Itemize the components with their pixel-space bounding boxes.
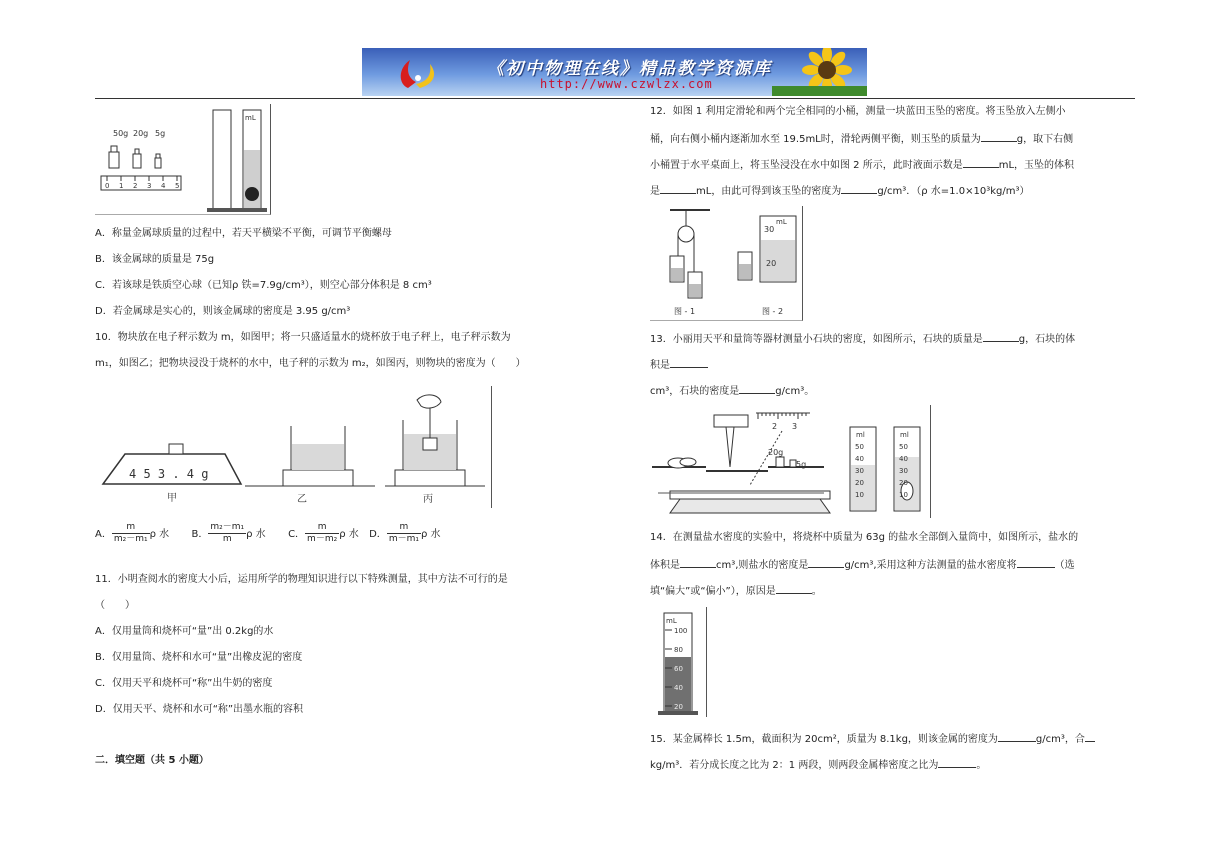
q15-blank-density[interactable]	[998, 731, 1036, 742]
q13-line1: 13．小丽用天平和量筒等器材测量小石块的密度，如图所示，石块的质量是 g，石块的体	[650, 331, 1075, 347]
q11-option-c: C．仅用天平和烧杯可“称”出牛奶的密度	[95, 678, 273, 689]
fig13-weight-5g: 5g	[796, 460, 807, 469]
weight-label-50g: 50g	[113, 129, 129, 138]
ruler-label: 4	[161, 182, 166, 190]
q10-option-c: C． $\frac{m}{\text{m－m₂}}$ ρ 水	[288, 522, 359, 544]
q10-option-d: D． $\frac{m}{\text{m－m₁}}$ ρ 水	[369, 522, 441, 544]
q12-line2: 桶，向右侧小桶内逐渐加水至 19.5mL时，滑轮两侧平衡，则玉坠的质量为 g，取下右侧	[650, 131, 1073, 147]
fig10-label-jia: 甲	[167, 493, 177, 504]
ruler-label: 2	[133, 182, 138, 190]
fig10-label-yi: 乙	[297, 494, 307, 505]
fig12-label-1: 图 - 1	[674, 307, 696, 316]
q14-line1: 14．在测量盐水密度的实验中，将烧杯中质量为 63g 的盐水全部倒入量筒中，如图所示，盐水的	[650, 532, 1079, 543]
figure-q12	[650, 206, 803, 321]
cyl2-tick: 40	[899, 455, 908, 463]
header-rule	[95, 98, 1135, 99]
q13-blank-mass[interactable]	[983, 331, 1019, 342]
q15-line1: 15．某金属棒长 1.5m，截面积为 20cm²，质量为 8.1kg，则该金属的密度为 g/cm³，合	[650, 731, 1095, 747]
fig14-tick: 60	[674, 665, 683, 673]
banner-title: 《初中物理在线》精品教学资源库	[487, 59, 772, 79]
q10-text-line1: 10．物块放在电子秤示数为 m，如图甲；将一只盛适量水的烧杯放于电子秤上，电子秤示数为	[95, 332, 511, 343]
q13-line2: 积是	[650, 357, 708, 373]
q10-option-b: B． $\frac{\text{m₂－m₁}}{m}$ ρ 水	[191, 522, 266, 544]
ruler-label: 5	[175, 182, 180, 190]
q9-option-c: C．若该球是铁质空心球（已知ρ 铁=7.9g/cm³），则空心部分体积是 8 cm³	[95, 280, 432, 291]
cyl2-tick: 50	[899, 443, 908, 451]
fig14-tick: 40	[674, 684, 683, 692]
fig12-tick-30: 30	[764, 225, 775, 234]
fig14-tick: 100	[674, 627, 688, 635]
q12-blank-level[interactable]	[963, 157, 999, 168]
section-heading-fill-in: 二．填空题（共 5 小题）	[95, 755, 209, 766]
fig10-label-bing: 丙	[423, 494, 433, 505]
fig14-tick: 80	[674, 646, 683, 654]
q14-line3: 填“偏大”或“偏小”），原因是 。	[650, 583, 822, 599]
weight-label-5g: 5g	[155, 129, 166, 138]
figure-q10	[95, 386, 492, 508]
cyl2-tick: 20	[899, 479, 908, 487]
q12-blank-volume[interactable]	[660, 183, 696, 194]
fig14-unit: mL	[666, 617, 677, 625]
banner-url[interactable]: http://www.czwlzx.com	[540, 77, 713, 91]
figure-q14	[650, 607, 707, 717]
figure-q9	[95, 104, 271, 215]
scale-readout-jia: 4 5 3 . 4 g	[129, 467, 209, 481]
fig13-ruler-2: 2	[772, 422, 778, 431]
q11-text-line1: 11．小明查阅水的密度大小后，运用所学的物理知识进行以下特殊测量，其中方法不可行的是	[95, 574, 508, 585]
q11-option-b: B．仅用量筒、烧杯和水可“量”出橡皮泥的密度	[95, 652, 303, 663]
q12-blank-mass[interactable]	[981, 131, 1017, 142]
fig13-ruler-3: 3	[792, 422, 798, 431]
q11-text-line2: （ ）	[95, 600, 135, 611]
q15-blank-unit[interactable]	[1085, 731, 1095, 742]
figure-q13	[650, 405, 931, 518]
q11-option-a: A．仅用量筒和烧杯可“量”出 0.2kg的水	[95, 626, 274, 637]
ruler-label: 1	[119, 182, 124, 190]
fig12-label-2: 图 - 2	[762, 307, 784, 316]
q14-line2: 体积是 cm³,则盐水的密度是 g/cm³,采用这种方法测量的盐水密度将 （选	[650, 557, 1075, 573]
q12-line3: 小桶置于水平桌面上，将玉坠浸没在水中如图 2 所示，此时液面示数是 mL，玉坠的体积	[650, 157, 1074, 173]
q13-blank-volume[interactable]	[670, 357, 708, 368]
q14-blank-volume[interactable]	[680, 557, 716, 568]
q14-blank-bias[interactable]	[1017, 557, 1055, 568]
cyl1-tick: 10	[855, 491, 864, 499]
q14-blank-reason[interactable]	[776, 583, 812, 594]
cylinder-unit: mL	[245, 114, 256, 122]
q10-text-line2: m₁，如图乙；把物块浸没于烧杯的水中，电子秤的示数为 m₂，如图丙，则物块的密度为（ ）	[95, 358, 526, 369]
fig13-weight-20g: 20g	[768, 448, 784, 457]
q10-options	[95, 522, 441, 547]
cyl2-unit: ml	[900, 431, 909, 439]
logo-icon	[390, 54, 450, 92]
fig12-tick-20: 20	[766, 259, 777, 268]
q11-option-d: D．仅用天平、烧杯和水可“称”出墨水瓶的容积	[95, 704, 304, 715]
q15-line2: kg/m³．若分成长度之比为 2：1 两段，则两段金属棒密度之比为 。	[650, 757, 986, 773]
weight-label-20g: 20g	[133, 129, 149, 138]
q12-blank-density[interactable]	[841, 183, 877, 194]
ruler-label: 3	[147, 182, 152, 190]
q10-option-a: A． $\frac{m}{\text{m₂－m₁}}$ ρ 水	[95, 522, 170, 544]
q12-line4: 是 mL，由此可得到该玉坠的密度为 g/cm³．（ρ 水=1.0×10³kg/m³）	[650, 183, 1029, 199]
q13-line3: cm³，石块的密度是 g/cm³。	[650, 383, 814, 399]
cyl2-tick: 30	[899, 467, 908, 475]
q9-option-a: A．称量金属球质量的过程中，若天平横梁不平衡，可调节平衡螺母	[95, 228, 392, 239]
q9-option-b: B．该金属球的质量是 75g	[95, 254, 215, 265]
fig12-unit: mL	[776, 218, 787, 226]
cyl2-tick: 10	[899, 491, 908, 499]
cyl1-tick: 50	[855, 443, 864, 451]
q13-blank-density[interactable]	[739, 383, 775, 394]
q15-blank-ratio[interactable]	[938, 757, 976, 768]
cyl1-tick: 40	[855, 455, 864, 463]
cyl1-tick: 30	[855, 467, 864, 475]
q14-blank-density[interactable]	[808, 557, 844, 568]
sunflower-icon	[772, 48, 867, 96]
cyl1-tick: 20	[855, 479, 864, 487]
cyl1-unit: ml	[856, 431, 865, 439]
fig14-tick: 20	[674, 703, 683, 711]
ruler-label: 0	[105, 182, 110, 190]
header-banner	[362, 48, 867, 96]
q9-option-d: D．若金属球是实心的，则该金属球的密度是 3.95 g/cm³	[95, 306, 351, 317]
q12-line1: 12．如图 1 利用定滑轮和两个完全相同的小桶，测量一块蓝田玉坠的密度。将玉坠放入左侧小	[650, 106, 1066, 117]
